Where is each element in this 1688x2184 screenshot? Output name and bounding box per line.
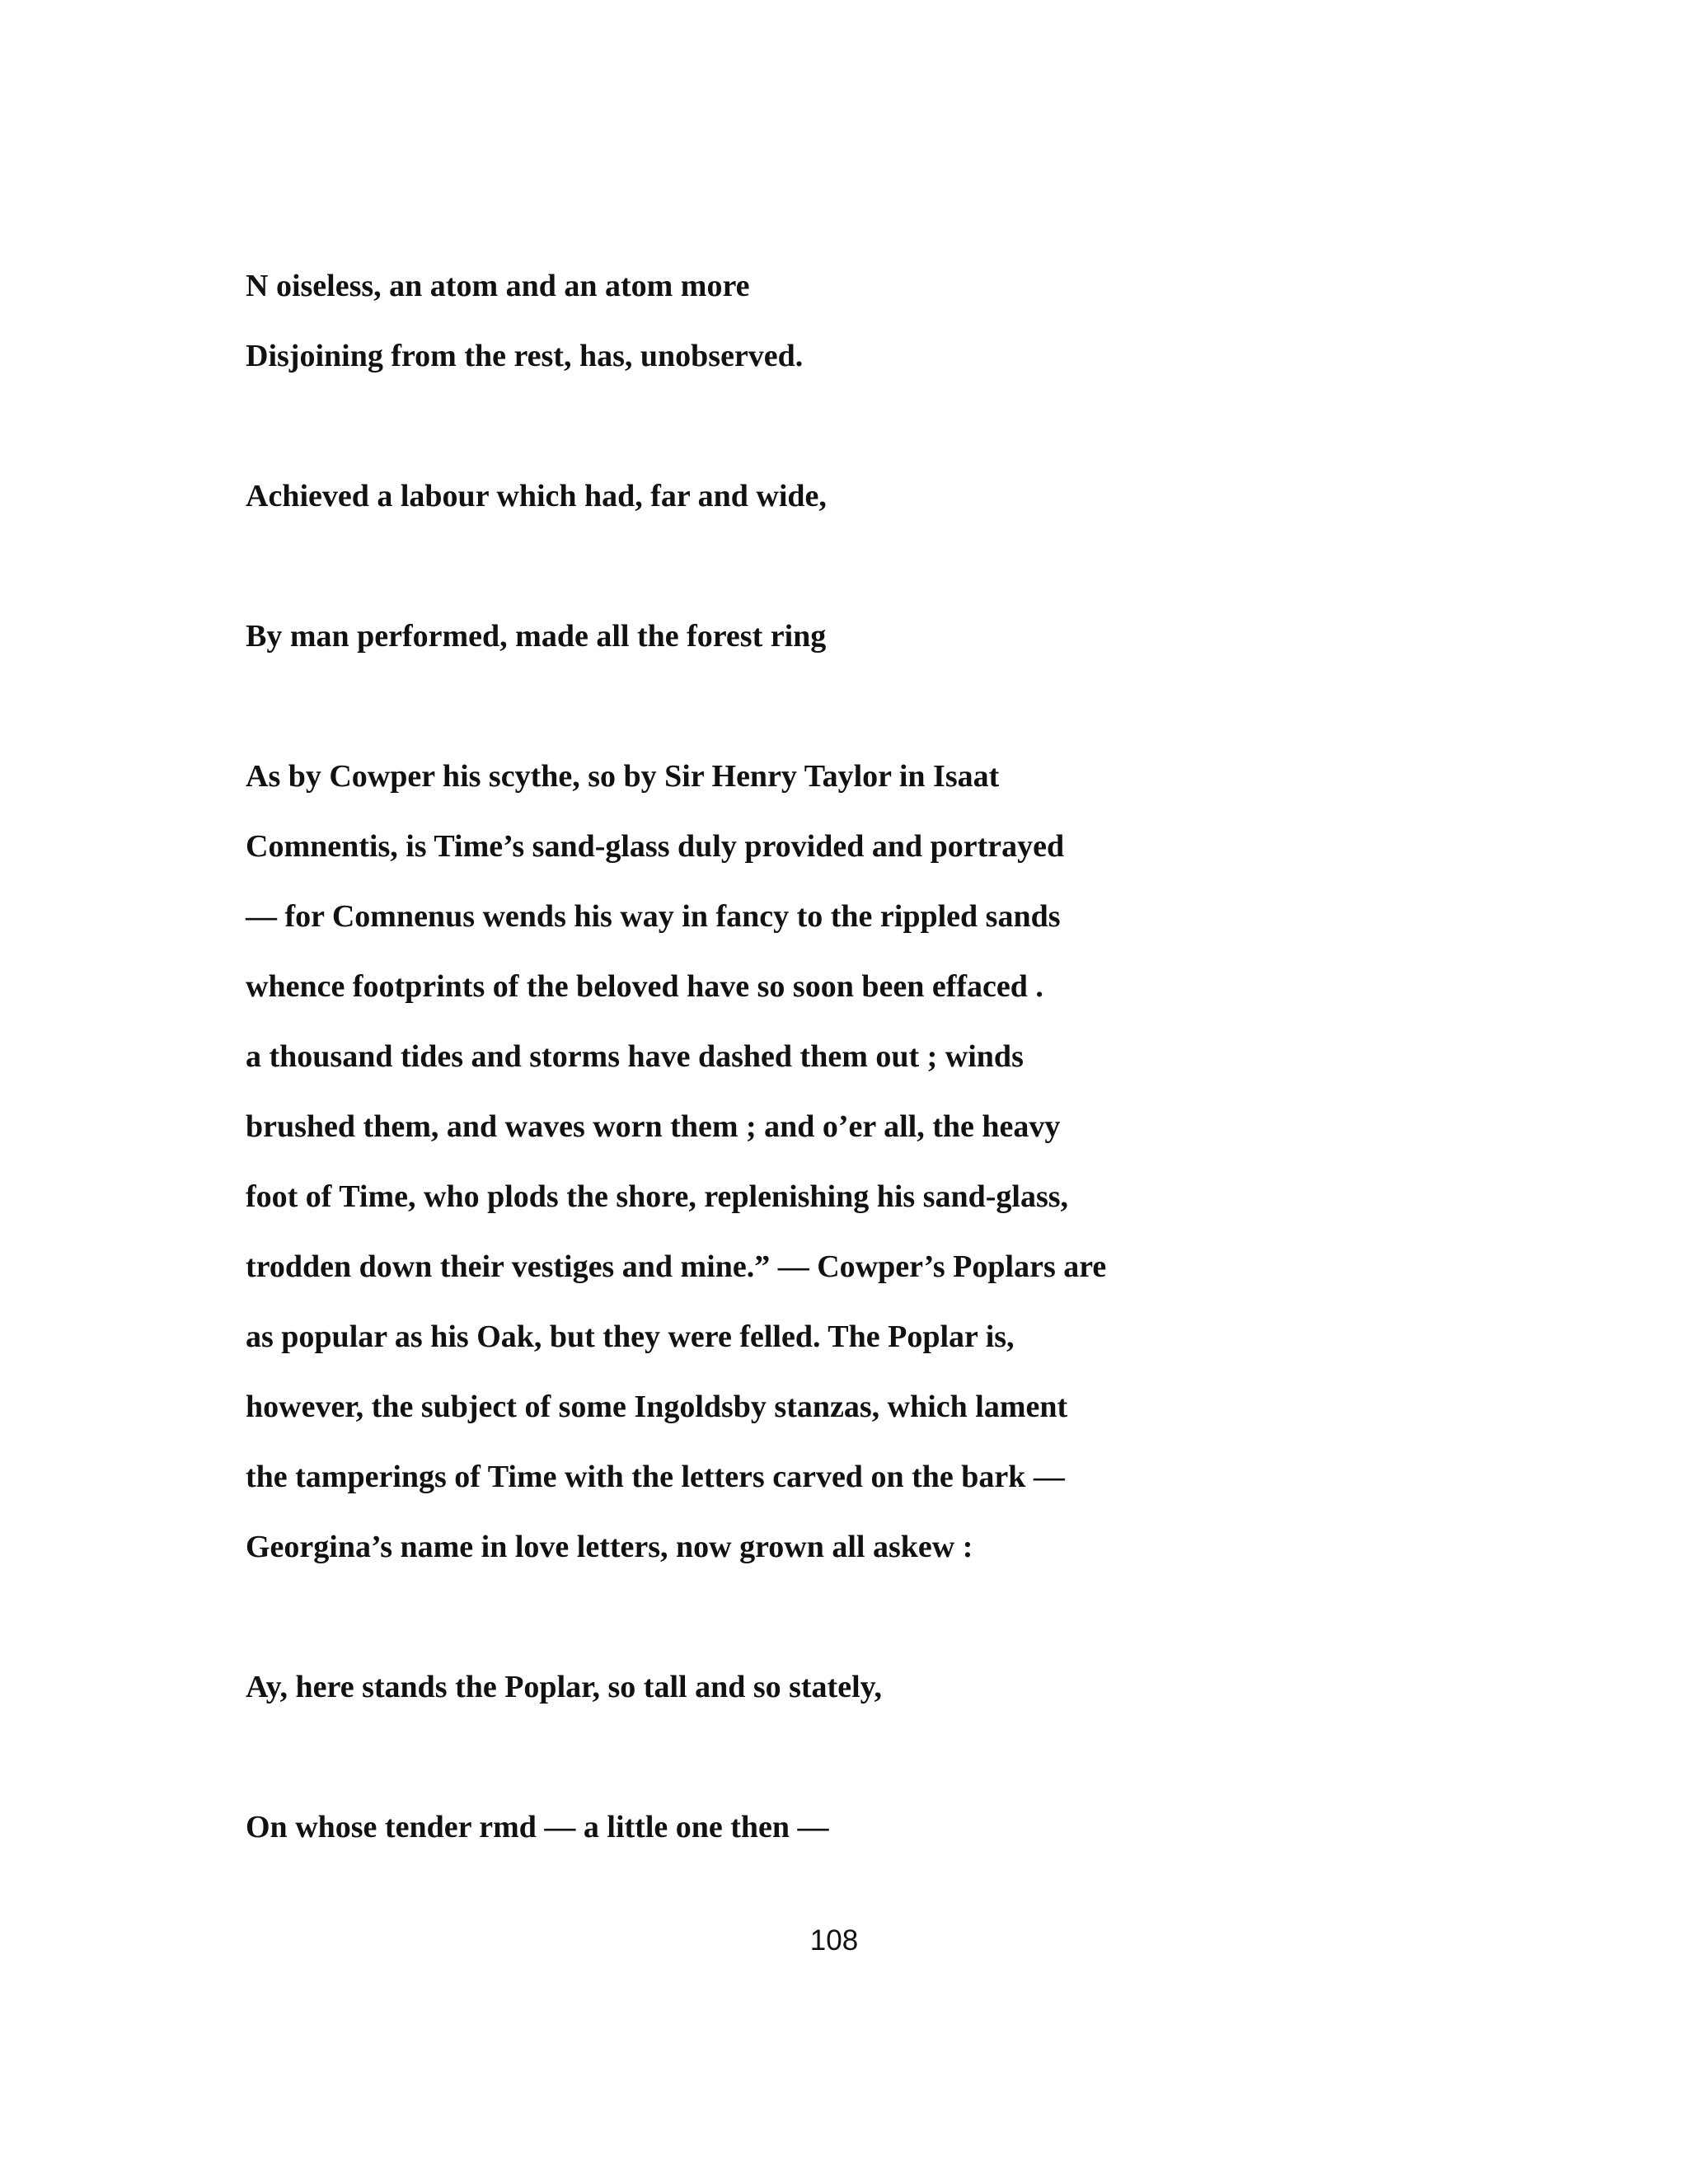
verse-line: Disjoining from the rest, has, unobserved. — [246, 339, 804, 373]
prose-line: whence footprints of the beloved have so soon been effaced . — [246, 969, 1043, 1004]
prose-line: — for Comnenus wends his way in fancy to the rippled sands — [246, 899, 1061, 934]
verse-line: N oiseless, an atom and an atom more — [246, 269, 750, 303]
prose-line: as popular as his Oak, but they were felled. The Poplar is, — [246, 1319, 1015, 1354]
verse-line: Ay, here stands the Poplar, so tall and so stately, — [246, 1670, 883, 1704]
page-number: 108 — [809, 1924, 859, 1957]
prose-line: however, the subject of some Ingoldsby stanzas, which lament — [246, 1390, 1068, 1424]
verse-line: By man performed, made all the forest ring — [246, 619, 827, 654]
prose-line: the tamperings of Time with the letters carved on the bark — — [246, 1460, 1065, 1494]
prose-line: foot of Time, who plods the shore, replenishing his sand-glass, — [246, 1179, 1069, 1214]
prose-line: a thousand tides and storms have dashed them out ; winds — [246, 1039, 1024, 1074]
verse-line: Achieved a labour which had, far and wide, — [246, 479, 827, 513]
prose-line: Comnentis, is Time’s sand-glass duly provided and portrayed — [246, 829, 1065, 864]
prose-line: As by Cowper his scythe, so by Sir Henry Taylor in Isaat — [246, 759, 1000, 794]
prose-line: trodden down their vestiges and mine.” — Cowper’s Poplars are — [246, 1249, 1107, 1284]
verse-line: On whose tender rmd — a little one then — — [246, 1810, 829, 1844]
prose-line: Georgina’s name in love letters, now grown all askew : — [246, 1530, 973, 1564]
prose-line: brushed them, and waves worn them ; and o’er all, the heavy — [246, 1109, 1061, 1144]
